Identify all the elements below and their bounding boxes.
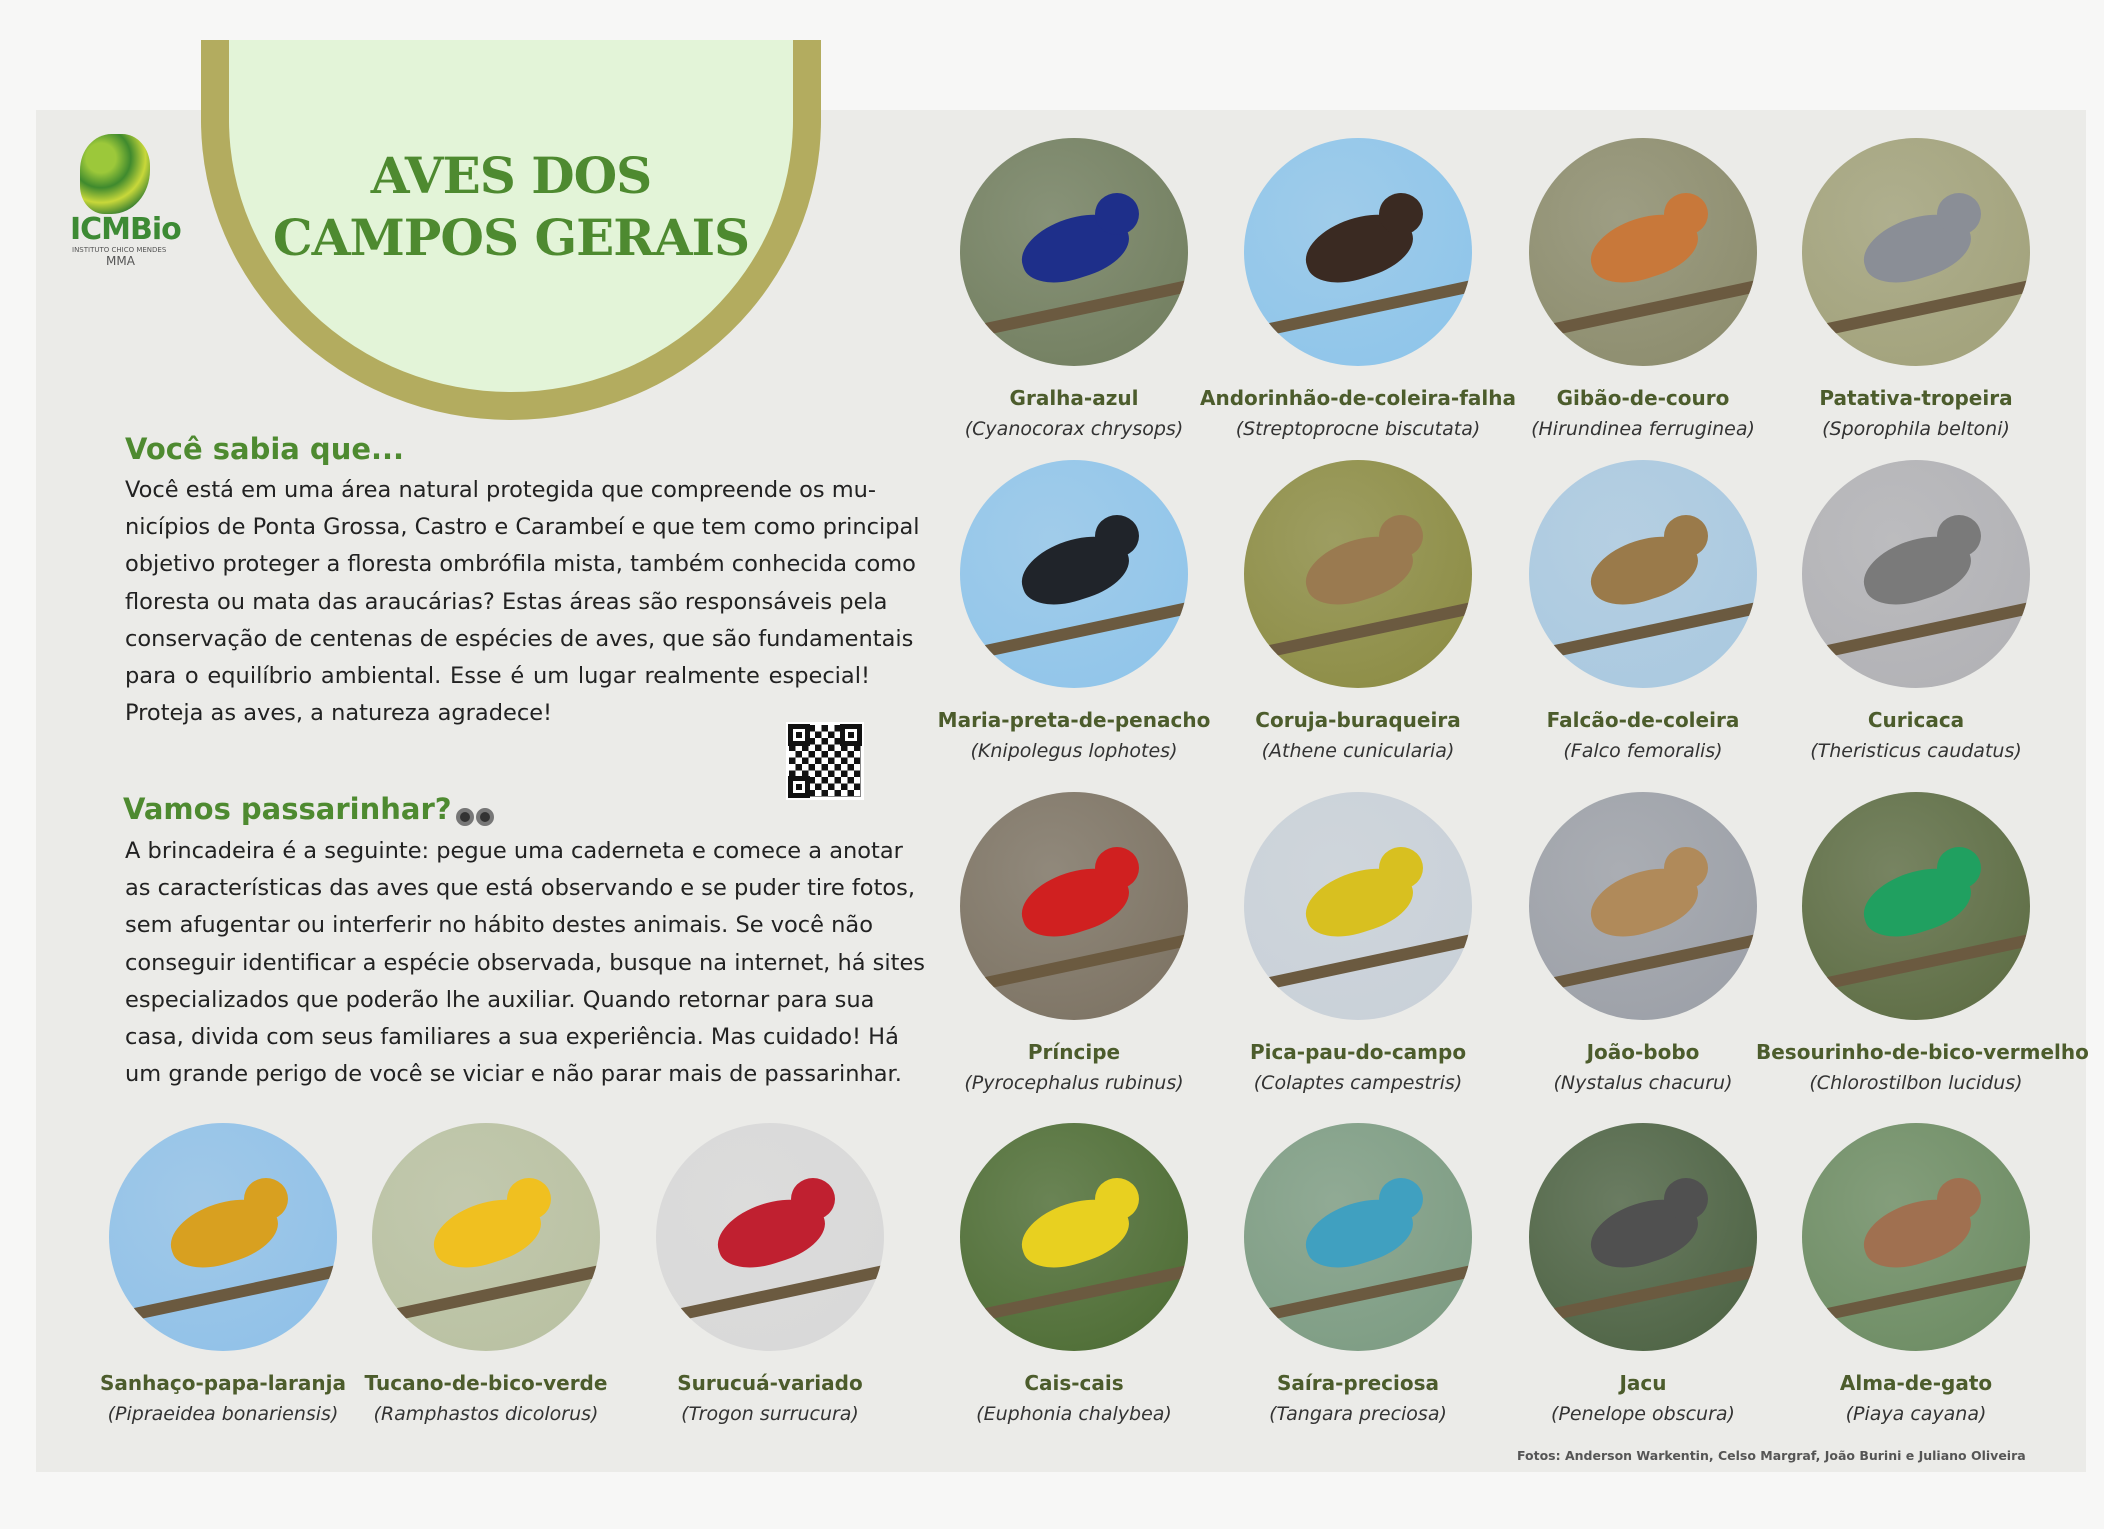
branch-shape — [372, 1261, 600, 1327]
branch-shape — [1802, 1261, 2030, 1327]
bird-card — [1483, 1123, 1803, 1425]
bird-card — [1756, 460, 2076, 762]
bird-scientific-name: (Cyanocorax chrysops) — [964, 418, 1184, 440]
bird-card — [914, 792, 1234, 1094]
bird-scientific-name: (Athene cunicularia) — [1261, 740, 1455, 762]
bird-name: Andorinhão-de-coleira-falha — [1199, 386, 1516, 410]
bird-card — [1756, 792, 2089, 1094]
bird-head-shape — [1937, 847, 1981, 889]
bird-photo — [1802, 460, 2030, 688]
bird-name: Alma-de-gato — [1839, 1371, 1993, 1395]
bird-photo — [109, 1123, 337, 1351]
bird-head-shape — [1095, 193, 1139, 235]
title-line-2: CAMPOS GERAIS — [272, 208, 750, 267]
bird-scientific-name: (Piaya cayana) — [1845, 1403, 1987, 1425]
bird-head-shape — [1379, 193, 1423, 235]
bird-name: Gralha-azul — [1009, 386, 1139, 410]
branch-shape — [1802, 276, 2030, 342]
bird-scientific-name: (Theristicus caudatus) — [1810, 740, 2022, 762]
binoculars-icon — [456, 796, 496, 826]
bird-scientific-name: (Trogon surrucura) — [681, 1403, 859, 1425]
bird-name: Curicaca — [1867, 708, 1965, 732]
paragraph-line: Você está em uma área natural protegida que compreende os mu- — [125, 477, 877, 503]
bird-card — [914, 138, 1234, 440]
bird-head-shape — [244, 1178, 288, 1220]
bird-head-shape — [1379, 1178, 1423, 1220]
bird-photo — [1802, 138, 2030, 366]
bird-card — [1198, 138, 1518, 440]
bird-name: Maria-preta-de-penacho — [937, 708, 1211, 732]
paragraph-line: objetivo proteger a floresta ombrófila mista, também conhecida como — [125, 551, 916, 578]
bird-name: Saíra-preciosa — [1276, 1371, 1439, 1395]
paragraph-line: conseguir identificar a espécie observada, busque na internet, há sites — [125, 949, 926, 976]
branch-shape — [1529, 276, 1757, 342]
paragraph-line: as características das aves que está observando e se puder tire fotos, — [125, 875, 916, 902]
bird-head-shape — [1095, 1178, 1139, 1220]
bird-scientific-name: (Falco femoralis) — [1563, 740, 1723, 762]
bird-card — [1483, 138, 1803, 440]
paragraph-line: conservação de centenas de espécies de aves, que são fundamentais — [125, 625, 914, 652]
bird-photo — [1529, 138, 1757, 366]
bird-head-shape — [507, 1178, 551, 1220]
branch-shape — [656, 1261, 884, 1327]
bird-photo — [372, 1123, 600, 1351]
bird-photo — [960, 138, 1188, 366]
bird-scientific-name: (Chlorostilbon lucidus) — [1809, 1072, 2023, 1094]
bird-card — [1756, 138, 2076, 440]
bird-photo — [1529, 460, 1757, 688]
bird-head-shape — [1095, 515, 1139, 557]
bird-card — [326, 1123, 646, 1425]
branch-shape — [109, 1261, 337, 1327]
bird-photo — [1244, 138, 1472, 366]
activity-paragraph — [125, 833, 926, 1093]
bird-head-shape — [1937, 193, 1981, 235]
qr-code[interactable] — [786, 722, 864, 800]
paragraph-line: especializados que poderão lhe auxiliar. Quando retornar para sua — [125, 986, 875, 1013]
bird-scientific-name: (Colaptes campestris) — [1253, 1072, 1463, 1094]
bird-head-shape — [1664, 515, 1708, 557]
bird-photo — [1802, 792, 2030, 1020]
bird-photo — [1244, 1123, 1472, 1351]
paragraph-line: sem afugentar ou interferir no hábito destes animais. Se você não — [125, 912, 873, 939]
heading-text: Vamos passarinhar? — [123, 792, 452, 826]
bird-name: Tucano-de-bico-verde — [364, 1371, 608, 1395]
bird-card — [914, 1123, 1234, 1425]
bird-scientific-name: (Euphonia chalybea) — [976, 1403, 1172, 1425]
bird-name: Gibão-de-couro — [1556, 386, 1730, 410]
bird-name: Surucuá-variado — [677, 1371, 863, 1395]
bird-name: Pica-pau-do-campo — [1249, 1040, 1467, 1064]
title-line-1: AVES DOS — [370, 146, 652, 205]
branch-shape — [1529, 930, 1757, 996]
section-heading-vamos-passarinhar — [123, 792, 496, 826]
bird-card — [1483, 792, 1803, 1094]
bird-name: Sanhaço-papa-laranja — [100, 1371, 346, 1395]
paragraph-line: um grande perigo de você se viciar e não parar mais de passarinhar. — [125, 1061, 902, 1088]
bird-photo — [1802, 1123, 2030, 1351]
bird-scientific-name: (Hirundinea ferruginea) — [1531, 418, 1755, 440]
branch-shape — [1244, 1261, 1472, 1327]
bird-head-shape — [1937, 1178, 1981, 1220]
bird-photo — [1529, 792, 1757, 1020]
branch-shape — [960, 598, 1188, 664]
paragraph-line: floresta ou mata das araucárias? Estas áreas são responsáveis pela — [125, 588, 888, 615]
branch-shape — [960, 930, 1188, 996]
branch-shape — [1802, 930, 2030, 996]
page-title — [201, 145, 821, 269]
logo-subtitle: INSTITUTO CHICO MENDES — [72, 246, 167, 254]
bird-photo — [960, 460, 1188, 688]
bird-head-shape — [1095, 847, 1139, 889]
branch-shape — [1244, 930, 1472, 996]
bird-photo — [656, 1123, 884, 1351]
branch-shape — [1802, 598, 2030, 664]
branch-shape — [1529, 1261, 1757, 1327]
section-heading-voce-sabia: Você sabia que... — [125, 432, 405, 466]
branch-shape — [1244, 276, 1472, 342]
bird-card — [914, 460, 1234, 762]
bird-scientific-name: (Streptoprocne biscutata) — [1235, 418, 1481, 440]
icmbio-logo — [70, 134, 185, 274]
paragraph-line: A brincadeira é a seguinte: pegue uma caderneta e comece a anotar — [125, 838, 903, 864]
branch-shape — [1529, 598, 1757, 664]
paragraph-line: casa, divida com seus familiares a sua experiência. Mas cuidado! Há — [125, 1023, 899, 1050]
bird-head-shape — [791, 1178, 835, 1220]
bird-scientific-name: (Nystalus chacuru) — [1553, 1072, 1733, 1094]
bird-card — [1198, 1123, 1518, 1425]
photo-credits: Fotos: Anderson Warkentin, Celso Margraf, João Burini e Juliano Oliveira — [1517, 1448, 2026, 1463]
bird-card — [1756, 1123, 2076, 1425]
bird-head-shape — [1664, 847, 1708, 889]
bird-card — [1198, 792, 1518, 1094]
bird-scientific-name: (Pipraeidea bonariensis) — [107, 1403, 339, 1425]
bird-scientific-name: (Ramphastos dicolorus) — [373, 1403, 599, 1425]
paragraph-line: Proteja as aves, a natureza agradece! — [125, 700, 553, 727]
paragraph-line: para o equilíbrio ambiental. Esse é um lugar realmente especial! — [125, 662, 870, 689]
brazil-map-icon — [80, 134, 150, 214]
bird-head-shape — [1664, 193, 1708, 235]
bird-head-shape — [1664, 1178, 1708, 1220]
bird-name: Besourinho-de-bico-vermelho — [1756, 1040, 2089, 1064]
bird-card — [610, 1123, 930, 1425]
bird-photo — [1529, 1123, 1757, 1351]
bird-name: Coruja-buraqueira — [1255, 708, 1461, 732]
bird-card — [1198, 460, 1518, 762]
bird-scientific-name: (Penelope obscura) — [1551, 1403, 1735, 1425]
bird-name: Cais-cais — [1024, 1371, 1124, 1395]
branch-shape — [960, 276, 1188, 342]
logo-ministry: MMA — [106, 254, 135, 268]
intro-paragraph — [125, 472, 920, 732]
bird-name: Príncipe — [1027, 1040, 1121, 1064]
bird-scientific-name: (Knipolegus lophotes) — [970, 740, 1178, 762]
bird-photo — [960, 792, 1188, 1020]
bird-head-shape — [1379, 847, 1423, 889]
logo-name: ICMBio — [70, 212, 181, 247]
branch-shape — [960, 1261, 1188, 1327]
bird-card — [1483, 460, 1803, 762]
bird-photo — [1244, 460, 1472, 688]
branch-shape — [1244, 598, 1472, 664]
bird-scientific-name: (Sporophila beltoni) — [1822, 418, 2010, 440]
paragraph-line: nicípios de Ponta Grossa, Castro e Carambeí e que tem como principal — [125, 514, 920, 541]
bird-photo — [960, 1123, 1188, 1351]
bird-head-shape — [1379, 515, 1423, 557]
bird-photo — [1244, 792, 1472, 1020]
bird-head-shape — [1937, 515, 1981, 557]
bird-scientific-name: (Tangara preciosa) — [1269, 1403, 1447, 1425]
bird-name: Falcão-de-coleira — [1546, 708, 1740, 732]
bird-name: Jacu — [1619, 1371, 1667, 1395]
bird-name: Patativa-tropeira — [1819, 386, 2013, 410]
bird-scientific-name: (Pyrocephalus rubinus) — [964, 1072, 1184, 1094]
bird-name: João-bobo — [1586, 1040, 1700, 1064]
